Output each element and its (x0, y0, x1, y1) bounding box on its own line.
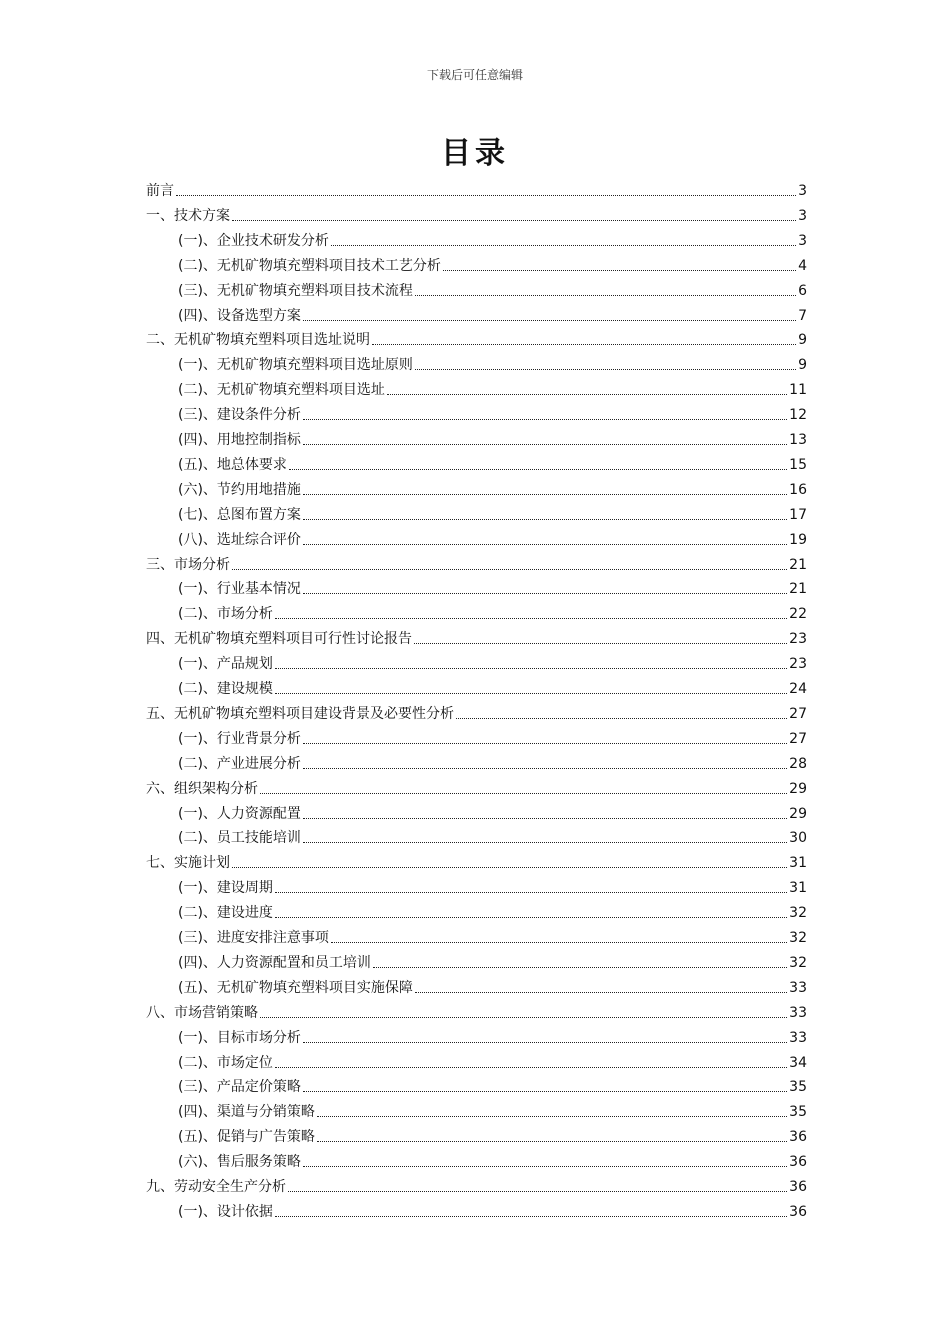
header-note: 下载后可任意编辑 (426, 68, 523, 82)
toc-section-entry[interactable] (178, 475, 807, 499)
toc-page-number: 35 (789, 1104, 807, 1121)
toc-chapter-entry[interactable] (146, 699, 807, 723)
toc-section-entry[interactable] (178, 973, 807, 997)
toc-entry-label: 八、市场营销策略 (146, 1004, 258, 1021)
toc-section-entry[interactable] (178, 1147, 807, 1171)
toc-chapter-entry[interactable] (146, 176, 807, 200)
toc-page-number: 29 (789, 780, 807, 797)
toc-section-entry[interactable] (178, 649, 807, 673)
toc-page-number: 28 (789, 755, 807, 772)
toc-dot-leader (303, 418, 787, 420)
toc-page-number: 27 (789, 730, 807, 747)
toc-dot-leader (275, 692, 787, 694)
toc-dot-leader (415, 368, 796, 370)
toc-dot-leader (275, 1066, 787, 1068)
toc-dot-leader (303, 1090, 787, 1092)
toc-entry-label: (二)、无机矿物填充塑料项目选址 (178, 382, 385, 399)
toc-page-number: 3 (798, 232, 807, 249)
toc-entry-label: 五、无机矿物填充塑料项目建设背景及必要性分析 (146, 705, 454, 722)
toc-chapter-entry[interactable] (146, 325, 807, 349)
toc-section-entry[interactable] (178, 799, 807, 823)
toc-page-number: 12 (789, 407, 807, 424)
toc-chapter-entry[interactable] (146, 1172, 807, 1196)
toc-entry-label: (五)、促销与广告策略 (178, 1129, 315, 1146)
toc-page-number: 36 (789, 1154, 807, 1171)
toc-page-number: 6 (798, 282, 807, 299)
toc-page-number: 16 (789, 481, 807, 498)
toc-page-number: 22 (789, 606, 807, 623)
toc-dot-leader (317, 1140, 787, 1142)
toc-entry-label: (七)、总图布置方案 (178, 506, 301, 523)
toc-dot-leader (289, 468, 787, 470)
toc-dot-leader (275, 617, 787, 619)
toc-entry-label: 四、无机矿物填充塑料项目可行性讨论报告 (146, 631, 412, 648)
toc-dot-leader (232, 568, 787, 570)
toc-page-number: 27 (789, 705, 807, 722)
toc-page-number: 23 (789, 631, 807, 648)
toc-entry-label: (二)、无机矿物填充塑料项目技术工艺分析 (178, 257, 441, 274)
toc-page-number: 34 (789, 1054, 807, 1071)
toc-section-entry[interactable] (178, 301, 807, 325)
toc-chapter-entry[interactable] (146, 550, 807, 574)
toc-section-entry[interactable] (178, 574, 807, 598)
toc-entry-label: (三)、建设条件分析 (178, 407, 301, 424)
toc-dot-leader (303, 592, 787, 594)
toc-section-entry[interactable] (178, 724, 807, 748)
toc-entry-label: (三)、进度安排注意事项 (178, 930, 329, 946)
toc-page-number: 15 (789, 456, 807, 473)
toc-dot-leader (303, 443, 787, 445)
toc-dot-leader (303, 817, 787, 819)
toc-entry-label: (一)、行业背景分析 (178, 730, 301, 747)
toc-page-number: 9 (798, 357, 807, 374)
toc-section-entry[interactable] (178, 251, 807, 275)
toc-section-entry[interactable] (178, 500, 807, 524)
toc-dot-leader (331, 244, 796, 246)
toc-section-entry[interactable] (178, 749, 807, 773)
toc-entry-label: 前言 (146, 183, 174, 199)
toc-section-entry[interactable] (178, 823, 807, 847)
toc-section-entry[interactable] (178, 1197, 807, 1221)
toc-page-number: 31 (789, 880, 807, 897)
toc-page-number: 11 (789, 382, 807, 399)
toc-dot-leader (275, 1215, 787, 1217)
toc-entry-label: (六)、节约用地措施 (178, 481, 301, 498)
toc-page-number: 33 (789, 1004, 807, 1021)
toc-chapter-entry[interactable] (146, 848, 807, 872)
toc-dot-leader (372, 343, 796, 345)
toc-section-entry[interactable] (178, 923, 807, 947)
toc-entry-label: (三)、无机矿物填充塑料项目技术流程 (178, 282, 413, 299)
toc-page-number: 4 (798, 257, 807, 274)
toc-entry-label: (二)、建设进度 (178, 905, 273, 922)
toc-dot-leader (232, 866, 787, 868)
toc-section-entry[interactable] (178, 674, 807, 698)
toc-page-number: 36 (789, 1203, 807, 1220)
toc-page-number: 24 (789, 681, 807, 697)
toc-dot-leader (303, 742, 787, 744)
toc-dot-leader (303, 841, 787, 843)
toc-page-number: 21 (789, 556, 807, 573)
toc-dot-leader (456, 717, 787, 719)
toc-entry-label: 六、组织架构分析 (146, 780, 258, 797)
toc-page-number: 33 (789, 979, 807, 996)
toc-entry-label: 三、市场分析 (146, 556, 230, 573)
toc-entry-label: (五)、地总体要求 (178, 456, 287, 473)
toc-entry-label: (四)、人力资源配置和员工培训 (178, 954, 371, 971)
toc-title: 目录 (441, 136, 509, 171)
toc-page-number: 19 (789, 531, 807, 548)
toc-entry-label: (一)、产品规划 (178, 656, 273, 673)
toc-dot-leader (303, 518, 787, 520)
toc-entry-label: (二)、建设规模 (178, 681, 273, 697)
toc-section-entry[interactable] (178, 1072, 807, 1096)
toc-dot-leader (260, 1016, 787, 1018)
toc-section-entry[interactable] (178, 1122, 807, 1146)
toc-dot-leader (288, 1190, 787, 1192)
toc-section-entry[interactable] (178, 1023, 807, 1047)
toc-page-number: 36 (789, 1129, 807, 1146)
toc-entry-label: (一)、人力资源配置 (178, 805, 301, 822)
toc-entry-label: 九、劳动安全生产分析 (146, 1179, 286, 1195)
toc-section-entry[interactable] (178, 873, 807, 897)
toc-dot-leader (317, 1115, 787, 1117)
toc-section-entry[interactable] (178, 599, 807, 623)
toc-entry-label: (一)、目标市场分析 (178, 1029, 301, 1046)
toc-dot-leader (443, 269, 796, 271)
toc-entry-label: (八)、选址综合评价 (178, 531, 301, 548)
toc-entry-label: (一)、建设周期 (178, 880, 273, 897)
toc-page-number: 32 (789, 905, 807, 922)
toc-entry-label: (一)、行业基本情况 (178, 581, 301, 598)
toc-page-number: 3 (798, 207, 807, 224)
toc-dot-leader (303, 543, 787, 545)
toc-page-number: 33 (789, 1029, 807, 1046)
toc-dot-leader (415, 991, 787, 993)
toc-page-number: 3 (798, 183, 807, 199)
toc-page-number: 7 (798, 307, 807, 324)
toc-entry-label: (四)、渠道与分销策略 (178, 1104, 315, 1121)
toc-section-entry[interactable] (178, 898, 807, 922)
toc-entry-label: 一、技术方案 (146, 207, 230, 224)
toc-page-number: 32 (789, 930, 807, 946)
toc-dot-leader (275, 891, 787, 893)
toc-entry-label: (二)、员工技能培训 (178, 830, 301, 847)
toc-dot-leader (303, 319, 796, 321)
toc-section-entry[interactable] (178, 450, 807, 474)
toc-dot-leader (331, 941, 787, 943)
toc-page-number: 29 (789, 805, 807, 822)
toc-page-number: 23 (789, 656, 807, 673)
toc-entry-label: 二、无机矿物填充塑料项目选址说明 (146, 332, 370, 349)
toc-section-entry[interactable] (178, 525, 807, 549)
toc-section-entry[interactable] (178, 350, 807, 374)
toc-section-entry[interactable] (178, 226, 807, 250)
toc-page-number: 17 (789, 506, 807, 523)
toc-page-number: 21 (789, 581, 807, 598)
toc-dot-leader (260, 792, 787, 794)
toc-page-number: 35 (789, 1079, 807, 1096)
toc-dot-leader (373, 966, 787, 968)
toc-chapter-entry[interactable] (146, 624, 807, 648)
toc-page-number: 13 (789, 432, 807, 448)
toc-dot-leader (232, 219, 796, 221)
toc-page-number: 30 (789, 830, 807, 847)
toc-section-entry[interactable] (178, 425, 807, 449)
toc-entry-label: (一)、设计依据 (178, 1203, 273, 1220)
toc-dot-leader (275, 667, 787, 669)
toc-section-entry[interactable] (178, 375, 807, 399)
toc-page-number: 36 (789, 1179, 807, 1195)
toc-page-number: 9 (798, 332, 807, 349)
toc-dot-leader (303, 493, 787, 495)
toc-chapter-entry[interactable] (146, 774, 807, 798)
toc-dot-leader (303, 767, 787, 769)
toc-entry-label: (二)、市场分析 (178, 606, 273, 623)
toc-entry-label: (四)、用地控制指标 (178, 432, 301, 448)
toc-entry-label: (一)、无机矿物填充塑料项目选址原则 (178, 357, 413, 374)
toc-entry-label: (二)、市场定位 (178, 1054, 273, 1071)
toc-dot-leader (176, 194, 796, 196)
toc-entry-label: (一)、企业技术研发分析 (178, 232, 329, 249)
toc-entry-label: (四)、设备选型方案 (178, 307, 301, 324)
toc-page-number: 32 (789, 954, 807, 971)
toc-dot-leader (414, 642, 787, 644)
toc-chapter-entry[interactable] (146, 998, 807, 1022)
toc-section-entry[interactable] (178, 1097, 807, 1121)
toc-dot-leader (303, 1165, 787, 1167)
toc-entry-label: 七、实施计划 (146, 855, 230, 872)
toc-section-entry[interactable] (178, 400, 807, 424)
toc-section-entry[interactable] (178, 276, 807, 300)
toc-entry-label: (五)、无机矿物填充塑料项目实施保障 (178, 979, 413, 996)
toc-dot-leader (415, 294, 796, 296)
toc-chapter-entry[interactable] (146, 201, 807, 225)
toc-dot-leader (275, 916, 787, 918)
toc-dot-leader (387, 393, 787, 395)
toc-entry-label: (三)、产品定价策略 (178, 1079, 301, 1096)
toc-section-entry[interactable] (178, 1048, 807, 1072)
toc-section-entry[interactable] (178, 948, 807, 972)
toc-entry-label: (二)、产业进展分析 (178, 755, 301, 772)
toc-page-number: 31 (789, 855, 807, 872)
toc-dot-leader (303, 1041, 787, 1043)
toc-entry-label: (六)、售后服务策略 (178, 1154, 301, 1171)
